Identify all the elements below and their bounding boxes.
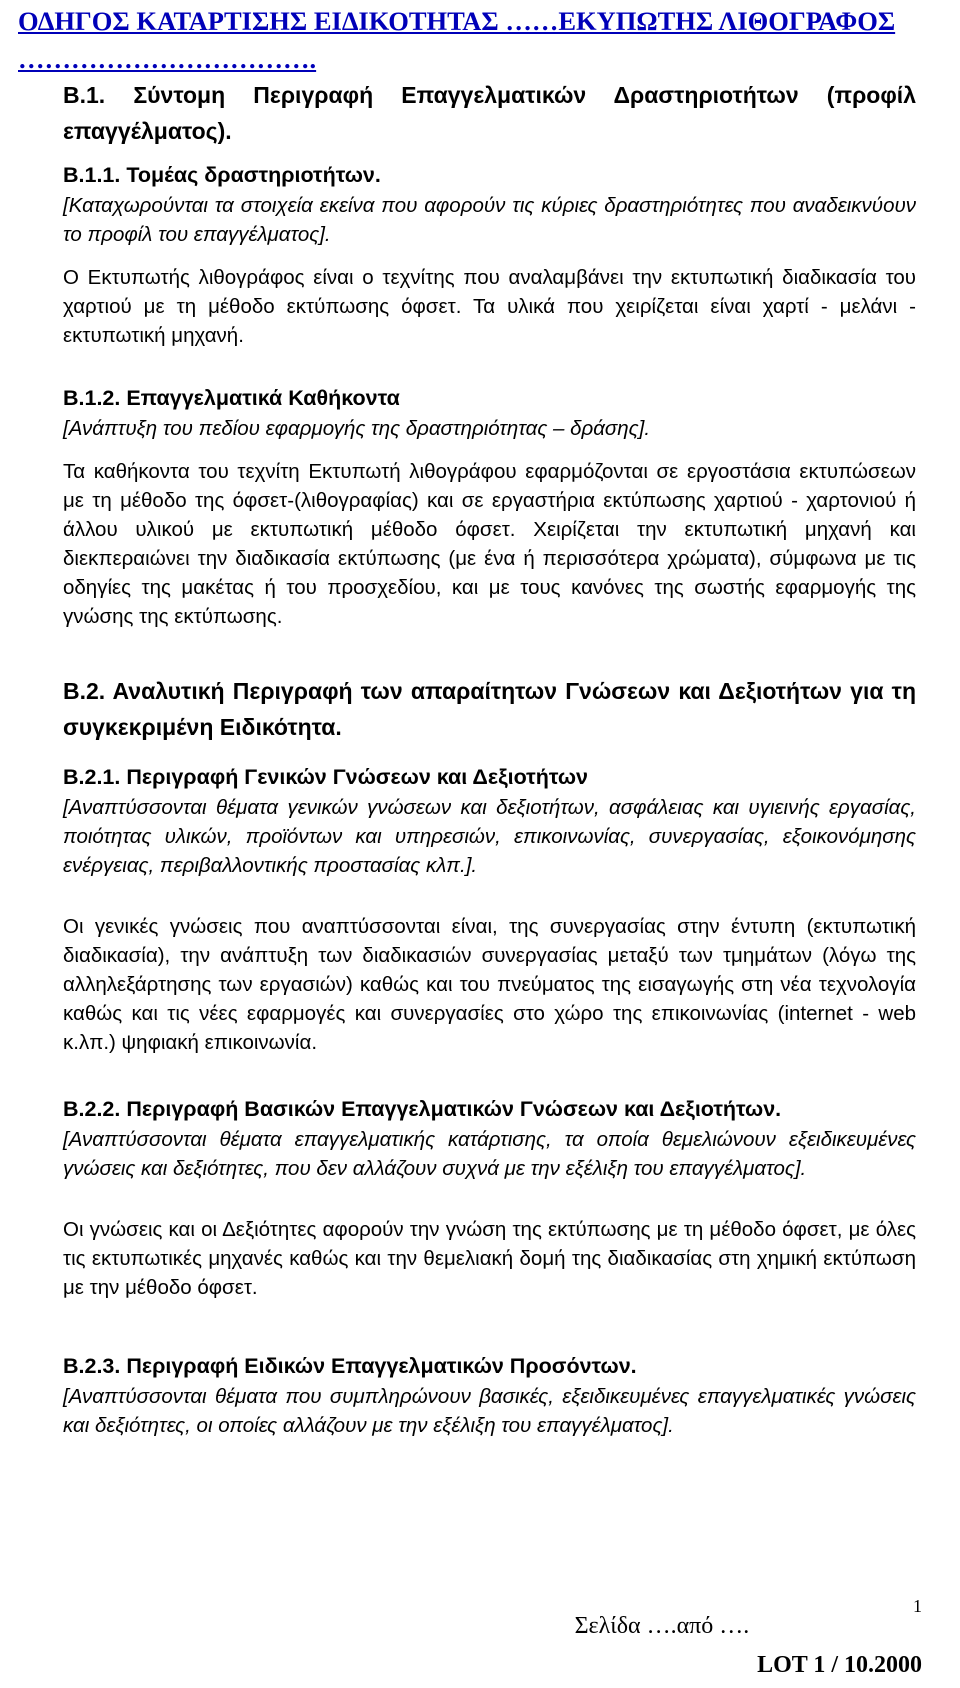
section-body-b11: Ο Εκτυπωτής λιθογράφος είναι ο τεχνίτης που αναλαμβάνει την εκτυπωτική διαδικασία του χαρτιού με τη μέθοδο εκτύπωσης όφσετ. Τα υλικά που χειρίζεται είναι χαρτί - μελάνι - εκτυπωτική μηχανή. (63, 266, 916, 347)
document-header (18, 2, 948, 78)
section-note-b12: [Ανάπτυξη του πεδίου εφαρμογής της δραστηριότητας – δράσης]. (63, 417, 651, 440)
section-heading-b22: Β.2.2. Περιγραφή Βασικών Επαγγελματικών Γνώσεων και Δεξιοτήτων. (63, 1097, 782, 1121)
section-body-b21: Οι γενικές γνώσεις που αναπτύσσονται είναι, της συνεργασίας στην έντυπη (εκτυπωτική διαδικασία), την ανάπτυξη των διαδικασιών συνεργασίας μεταξύ των τμημάτων (λόγω της αλληλεξάρτησης των εργασιών) καθώς και του πνεύματος της εισαγωγής στη νέα τεχνολογία καθώς και τις νέες εφαρμογές και συνεργασίες στο χώρο της επικοινωνίας (internet - web κ.λπ.) ψηφιακή επικοινωνία. (63, 915, 916, 1054)
section-note-b21: [Αναπτύσσονται θέματα γενικών γνώσεων και δεξιοτήτων, ασφάλειας και υγιεινής εργασίας, ποιότητας υλικών, προϊόντων και υπηρεσιών, επικοινωνίας, συνεργασίας, εξοικονόμησης ενέργειας, περιβαλλοντικής προστασίας κλπ.]. (63, 796, 916, 877)
section-note-b22: [Αναπτύσσονται θέματα επαγγελματικής κατάρτισης, τα οποία θεμελιώνουν εξειδικευμένες γνώσεις και δεξιότητες, που δεν αλλάζουν συχνά με την εξέλιξη του επαγγέλματος]. (63, 1128, 916, 1180)
header-dots: ……………………………. (18, 44, 317, 74)
header-title: ΟΔΗΓΟΣ ΚΑΤΑΡΤΙΣΗΣ ΕΙΔΙΚΟΤΗΤΑΣ ……ΕΚΥΠΩΤΗΣ ΛΙΘΟΓΡΑΦΟΣ (18, 6, 896, 36)
section-heading-b11: Β.1.1. Τομέας δραστηριοτήτων. (63, 163, 381, 187)
section-heading-b1: Β.1. Σύντομη Περιγραφή Επαγγελματικών Δραστηριοτήτων (προφίλ επαγγέλματος). (63, 82, 916, 144)
section-note-b23: [Αναπτύσσονται θέματα που συμπληρώνουν βασικές, εξειδικευμένες επαγγελματικές γνώσεις και δεξιότητες, οι οποίες αλλάζουν με την εξέλιξη του επαγγέλματος]. (63, 1385, 916, 1437)
section-heading-b21: Β.2.1. Περιγραφή Γενικών Γνώσεων και Δεξιοτήτων (63, 765, 588, 789)
section-heading-b23: Β.2.3. Περιγραφή Ειδικών Επαγγελματικών Προσόντων. (63, 1354, 637, 1378)
section-note-b11: [Καταχωρούνται τα στοιχεία εκείνα που αφορούν τις κύριες δραστηριότητες που αναδεικνύουν το προφίλ του επαγγέλματος]. (63, 194, 916, 246)
footer-page-label: Σελίδα ….από …. (574, 1613, 750, 1639)
footer-lot: LOT 1 / 10.2000 (757, 1652, 922, 1678)
section-body-b22: Οι γνώσεις και οι Δεξιότητες αφορούν την γνώση της εκτύπωσης με τη μέθοδο όφσετ, με όλες τις εκτυπωτικές μηχανές καθώς και την θεμελιακή δομή της διαδικασίας στη χημική εκτύπωση με την μέθοδο όφσετ. (63, 1218, 916, 1299)
document-body (63, 77, 916, 1440)
section-heading-b2: Β.2. Αναλυτική Περιγραφή των απαραίτητων Γνώσεων και Δεξιοτήτων για τη συγκεκριμένη Ειδικότητα. (63, 678, 916, 740)
section-heading-b12: Β.1.2. Επαγγελματικά Καθήκοντα (63, 386, 400, 410)
section-body-b12: Τα καθήκοντα του τεχνίτη Εκτυπωτή λιθογράφου εφαρμόζονται σε εργοστάσια εκτυπώσεων με τη μέθοδο της όφσετ-(λιθογραφίας) και σε εργαστήρια εκτύπωσης χαρτιού - χαρτονιού ή άλλου υλικού με εκτυπωτική μέθοδο όφσετ. Χειρίζεται την εκτυπωτική μηχανή και διεκπεραιώνει την διαδικασία εκτύπωσης (με ένα ή περισσότερα χρώματα), σύμφωνα με τις οδηγίες της μακέτας ή του προσχεδίου, και με τους κανόνες της σωστής εφαρμογής της γνώσης της εκτύπωσης. (63, 460, 916, 628)
footer-page-number: 1 (913, 1596, 922, 1616)
